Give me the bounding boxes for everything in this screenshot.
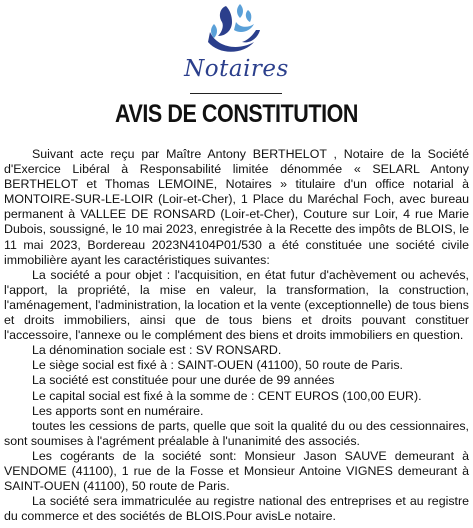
heading-divider xyxy=(190,93,282,94)
notaires-emblem-icon xyxy=(196,2,276,56)
paragraph-duration: La société est constituée pour une durée de 99 années xyxy=(32,373,335,388)
page-title: AVIS DE CONSTITUTION xyxy=(114,100,359,128)
paragraph-contributions: Les apports sont en numéraire. xyxy=(32,403,204,418)
paragraph-capital: Le capital social est fixé à la somme de : CENT EUROS (100,00 EUR). xyxy=(32,388,422,403)
logo-wordmark: Notaires xyxy=(184,56,289,82)
paragraph-transfers: toutes les cessions de parts, quelle que soit la qualité du ou des cessionnaires, sont soumises à l'agrément préalable à l'unanimité des associés. xyxy=(4,418,469,448)
paragraph-seat: Le siège social est fixé à : SAINT-OUEN (41100), 50 route de Paris. xyxy=(32,358,403,373)
notaires-logo xyxy=(0,0,473,92)
paragraph-registration: La société sera immatriculée au registre national des entreprises et au registre du commerce et des sociétés de BLOIS.Pour avisLe notaire. xyxy=(4,494,469,524)
paragraph-intro: Suivant acte reçu par Maître Antony BERTHELOT , Notaire de la Société d'Exercice Libéral à Responsabilité limitée dénommée « SELARL Antony BERTHELOT et Thomas LEMOINE, Notaires » titulaire d'un office notarial à MONTOIRE-SUR-LE-LOIR (Loir-et-Cher), 1 Place du Maréchal Foch, avec bureau permanent à VALLEE DE RONSARD (Loir-et-Cher), Couture sur Loir, 4 rue Marie Dubois, soussigné, le 10 mai 2023, enregistrée à la Recette des impôts de BLOIS, le 11 mai 2023, Bordereau 2023N4104P01/530 a été constituée une société civile immobilière ayant les caractéristiques suivantes: xyxy=(4,147,469,267)
paragraph-object: La société a pour objet : l'acquisition, en état futur d'achèvement ou achevés, l'apport, la propriété, la mise en valeur, la transformation, la construction, l'aménagement, l'administration, la location et la vente (exceptionnelle) de tous biens et droits immobiliers, ainsi que de tous biens et droits pouvant constituer l'accessoire, l'annexe ou le complément des biens et droits immobiliers en question. xyxy=(4,267,469,343)
notice-body xyxy=(4,147,469,524)
paragraph-name: La dénomination sociale est : SV RONSARD. xyxy=(32,343,282,358)
paragraph-managers: Les cogérants de la société sont: Monsieur Jason SAUVE demeurant à VENDOME (41100), 1 rue de la Fosse et Monsieur Antoine VIGNES demeurant à SAINT-OUEN (41100), 50 route de Paris. xyxy=(4,448,469,494)
